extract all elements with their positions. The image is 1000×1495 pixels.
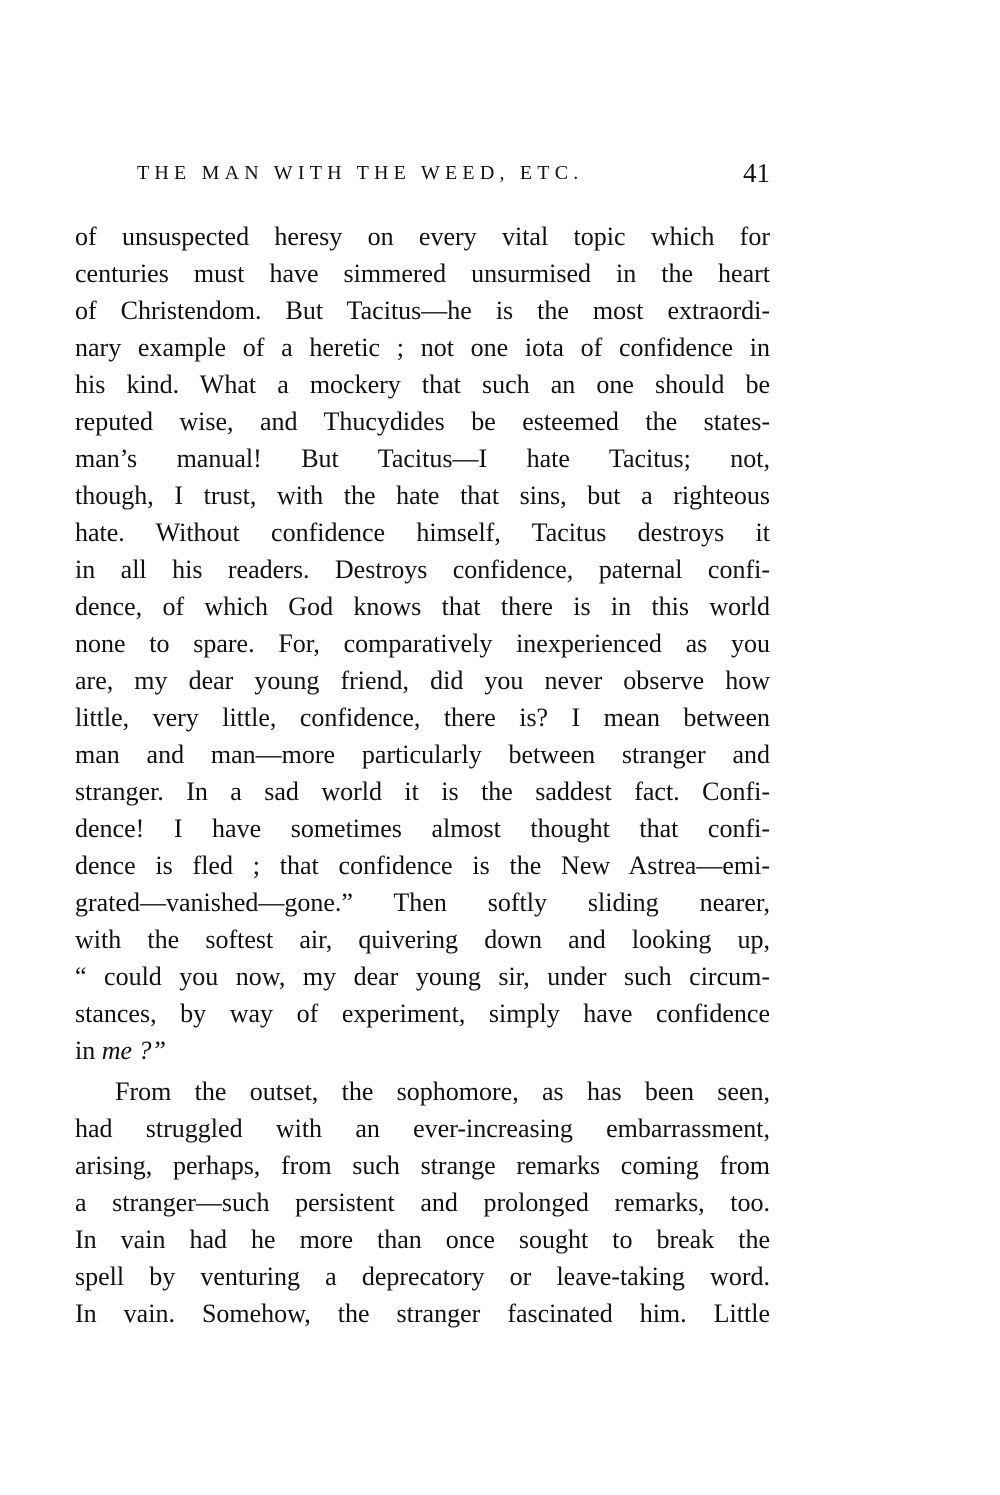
- text-line: stranger. In a sad world it is the saddest fact. Confi-: [75, 777, 770, 806]
- text-fragment: in: [75, 1036, 102, 1065]
- text-line: little, very little, confidence, there is? I mean between: [75, 703, 770, 732]
- text-line: nary example of a heretic ; not one iota of confidence in: [75, 333, 770, 362]
- text-line: spell by venturing a deprecatory or leave-taking word.: [75, 1262, 770, 1291]
- text-line: in all his readers. Destroys confidence, paternal confi-: [75, 555, 770, 584]
- text-line: dence is fled ; that confidence is the New Astrea—emi-: [75, 851, 770, 880]
- text-line: grated—vanished—gone.” Then softly sliding nearer,: [75, 888, 770, 917]
- text-line: a stranger—such persistent and prolonged remarks, too.: [75, 1188, 770, 1217]
- text-line: hate. Without confidence himself, Tacitus destroys it: [75, 518, 770, 547]
- paragraph-2: [75, 1073, 770, 1332]
- text-line: man and man—more particularly between stranger and: [75, 740, 770, 769]
- text-line: his kind. What a mockery that such an one should be: [75, 370, 770, 399]
- text-line-final: [75, 1032, 770, 1069]
- text-line: stances, by way of experiment, simply have confidence: [75, 999, 770, 1028]
- text-line: none to spare. For, comparatively inexperienced as you: [75, 629, 770, 658]
- text-line: From the outset, the sophomore, as has been seen,: [115, 1077, 770, 1106]
- text-line: In vain. Somehow, the stranger fascinated him. Little: [75, 1299, 770, 1328]
- text-line: reputed wise, and Thucydides be esteemed the states-: [75, 407, 770, 436]
- text-line: though, I trust, with the hate that sins, but a righteous: [75, 481, 770, 510]
- page-number: 41: [743, 158, 770, 188]
- text-line: had struggled with an ever-increasing embarrassment,: [75, 1114, 770, 1143]
- text-line: centuries must have simmered unsurmised in the heart: [75, 259, 770, 288]
- text-line: man’s manual! But Tacitus—I hate Tacitus; not,: [75, 444, 770, 473]
- text-line: “ could you now, my dear young sir, under such circum-: [75, 962, 770, 991]
- text-line: dence, of which God knows that there is in this world: [75, 592, 770, 621]
- text-line: are, my dear young friend, did you never observe how: [75, 666, 770, 695]
- text-line: In vain had he more than once sought to break the: [75, 1225, 770, 1254]
- text-line: with the softest air, quivering down and looking up,: [75, 925, 770, 954]
- text-line: arising, perhaps, from such strange remarks coming from: [75, 1151, 770, 1180]
- paragraph-1: [75, 218, 770, 1069]
- running-head: [137, 158, 770, 190]
- body-text: [75, 218, 770, 1332]
- text-line: dence! I have sometimes almost thought that confi-: [75, 814, 770, 843]
- text-line: of unsuspected heresy on every vital topic which for: [75, 222, 770, 251]
- running-title: THE MAN WITH THE WEED, ETC.: [137, 162, 584, 184]
- text-line: of Christendom. But Tacitus—he is the most extraordi-: [75, 296, 770, 325]
- italic-text: me ?”: [101, 1036, 167, 1065]
